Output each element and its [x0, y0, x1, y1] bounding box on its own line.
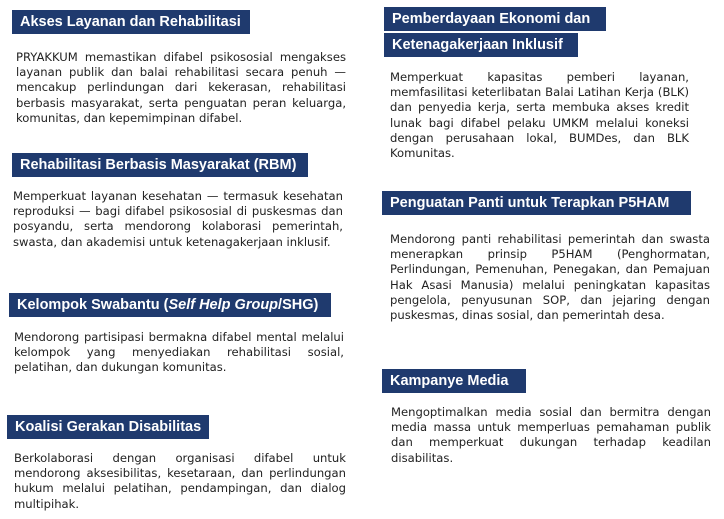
heading-media: Kampanye Media — [382, 369, 526, 393]
heading-ekonomi-line2: Ketenagakerjaan Inklusif — [384, 33, 578, 57]
text-rbm: Memperkuat layanan kesehatan — termasuk kesehatan reproduksi — bagi difabel psikososial di puskesmas dan posyandu, serta mendorong kolaborasi pemerintah, swasta, dan akademisi untuk ketenagakerjaan inklusif. — [13, 189, 343, 249]
text-akses-layanan: PRYAKKUM memastikan difabel psikososial mengakses layanan publik dan balai rehabilitasi secara penuh — mencakup perlindungan dari kekerasan, rehabilitasi berbasis masyarakat, serta penguatan peran keluarga, komunitas, dan kepemimpinan difabel. — [16, 50, 346, 125]
text-media: Mengoptimalkan media sosial dan bermitra dengan media massa untuk memperluas pemahaman publik dan memperkuat dukungan terhadap keadilan disabilitas. — [391, 405, 711, 465]
heading-ekonomi-line1: Pemberdayaan Ekonomi dan — [384, 7, 606, 31]
heading-ekonomi — [384, 7, 614, 57]
text-panti: Mendorong panti rehabilitasi pemerintah dan swasta menerapkan prinsip P5HAM (Penghormatan, Perlindungan, Pemenuhan, Penegakan, dan Pemajuan Hak Asasi Manusia) melalui peningkatan kapasitas pengelola, penyusunan SOP, dan jejaring dengan puskesmas, dinas sosial, dan pemerintah desa. — [390, 232, 710, 323]
text-ekonomi: Memperkuat kapasitas pemberi layanan, memfasilitasi keterlibatan Balai Latihan Kerja (BLK) dan penyedia kerja, serta membuka akses kredit lunak bagi difabel pelaku UMKM melalui koneksi dengan perusahaan lokal, BUMDes, dan BLK Komunitas. — [390, 70, 689, 161]
heading-shg-prefix: Kelompok Swabantu ( — [17, 297, 169, 313]
heading-shg-italic: Self Help Group — [168, 297, 279, 313]
heading-rbm: Rehabilitasi Berbasis Masyarakat (RBM) — [12, 153, 308, 177]
heading-akses-layanan: Akses Layanan dan Rehabilitasi — [12, 10, 250, 34]
heading-koalisi: Koalisi Gerakan Disabilitas — [7, 415, 209, 439]
heading-shg-suffix: /SHG) — [278, 297, 319, 313]
text-shg: Mendorong partisipasi bermakna difabel mental melalui kelompok yang menyediakan rehabilitasi sosial, pelatihan, dan dukungan komunitas. — [14, 330, 344, 375]
text-koalisi: Berkolaborasi dengan organisasi difabel untuk mendorong aksesibilitas, kesetaraan, dan perlindungan hukum melalui pelatihan, pendampingan, dan dialog multipihak. — [14, 451, 346, 511]
heading-shg — [9, 293, 331, 317]
heading-panti: Penguatan Panti untuk Terapkan P5HAM — [382, 191, 691, 215]
